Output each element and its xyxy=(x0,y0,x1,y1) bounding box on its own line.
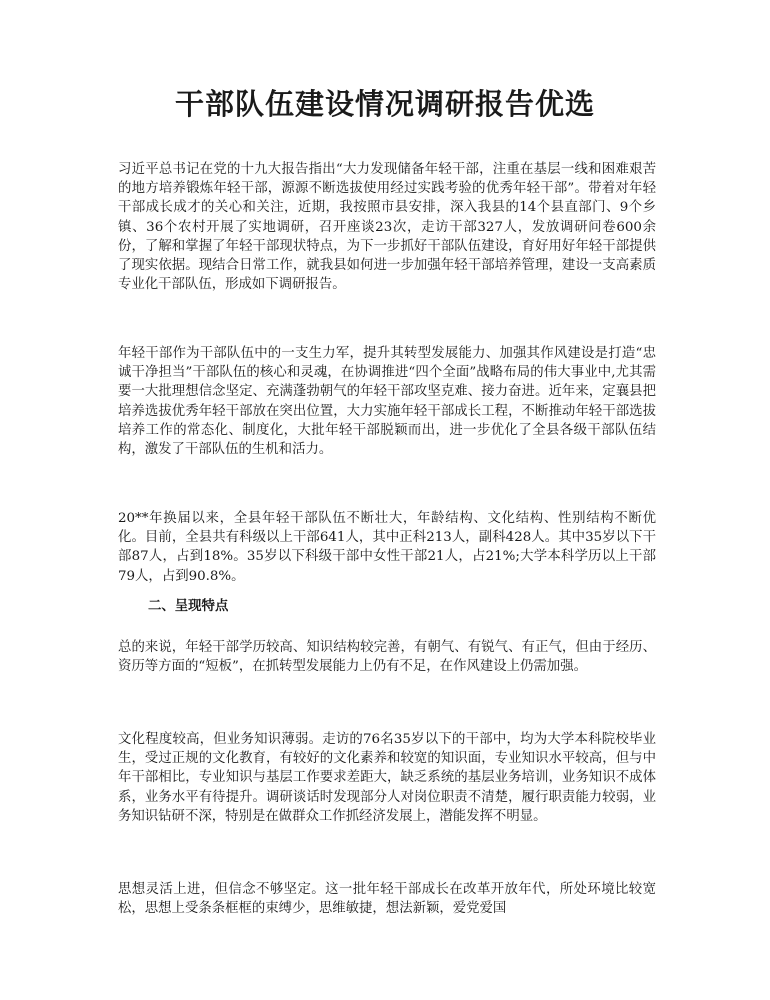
paragraph-summary: 总的来说，年轻干部学历较高、知识结构较完善，有朝气、有锐气、有正气，但由于经历、资历等方面的“短板”，在抓转型发展能力上仍有不足，在作风建设上仍需加强。 xyxy=(118,640,656,675)
paragraph-thinking: 思想灵活上进，但信念不够坚定。这一批年轻干部成长在改革开放年代，所处环境比较宽松，思想上受条条框框的束缚少，思维敏捷，想法新颖，爱党爱国 xyxy=(118,882,656,917)
section-heading: 二、呈现特点 xyxy=(148,598,229,614)
document-title: 干部队伍建设情况调研报告优选 xyxy=(174,87,595,121)
paragraph-education: 文化程度较高，但业务知识薄弱。走访的76名35岁以下的干部中，均为大学本科院校毕业生，受过正规的文化教育，有较好的文化素养和较宽的知识面，专业知识水平较高，但与中年干部相比，专业知识与基层工作要求差距大，缺乏系统的基层业务培训，业务知识不成体系，业务水平有待提升。调研谈话时发现部分人对岗位职责不清楚，履行职责能力较弱，业务知识钻研不深，特别是在做群众工作抓经济发展上，潜能发挥不明显。 xyxy=(118,732,656,824)
paragraph-statistics: 20**年换届以来，全县年轻干部队伍不断壮大，年龄结构、文化结构、性别结构不断优化。目前，全县共有科级以上干部641人，其中正科213人，副科428人。其中35岁以下干部87人，占到18%。35岁以下科级干部中女性干部21人，占21%;大学本科学历以上干部79人，占到90.8%。 xyxy=(118,511,656,584)
paragraph-intro: 习近平总书记在党的十九大报告指出“大力发现储备年轻干部，注重在基层一线和困难艰苦的地方培养锻炼年轻干部，源源不断选拔使用经过实践考验的优秀年轻干部”。带着对年轻干部成长成才的关心和关注，近期，我按照市县安排，深入我县的14个县直部门、9个乡镇、36个农村开展了实地调研，召开座谈23次，走访干部327人，发放调研问卷600余份，了解和掌握了年轻干部现状特点，为下一步抓好干部队伍建设，育好用好年轻干部提供了现实依据。现结合日常工作，就我县如何进一步加强年轻干部培养管理，建设一支高素质专业化干部队伍，形成如下调研报告。 xyxy=(118,162,656,293)
paragraph-young-cadres: 年轻干部作为干部队伍中的一支生力军，提升其转型发展能力、加强其作风建设是打造“忠诚干净担当”干部队伍的核心和灵魂，在协调推进“四个全面”战略布局的伟大事业中,尤其需要一大批理想信念坚定、充满蓬勃朝气的年轻干部攻坚克难、接力奋进。近年来，定襄县把培养选拔优秀年轻干部放在突出位置，大力实施年轻干部成长工程，不断推动年轻干部选拔培养工作的常态化、制度化，大批年轻干部脱颖而出，进一步优化了全县各级干部队伍结构，激发了干部队伍的生机和活力。 xyxy=(118,346,656,458)
